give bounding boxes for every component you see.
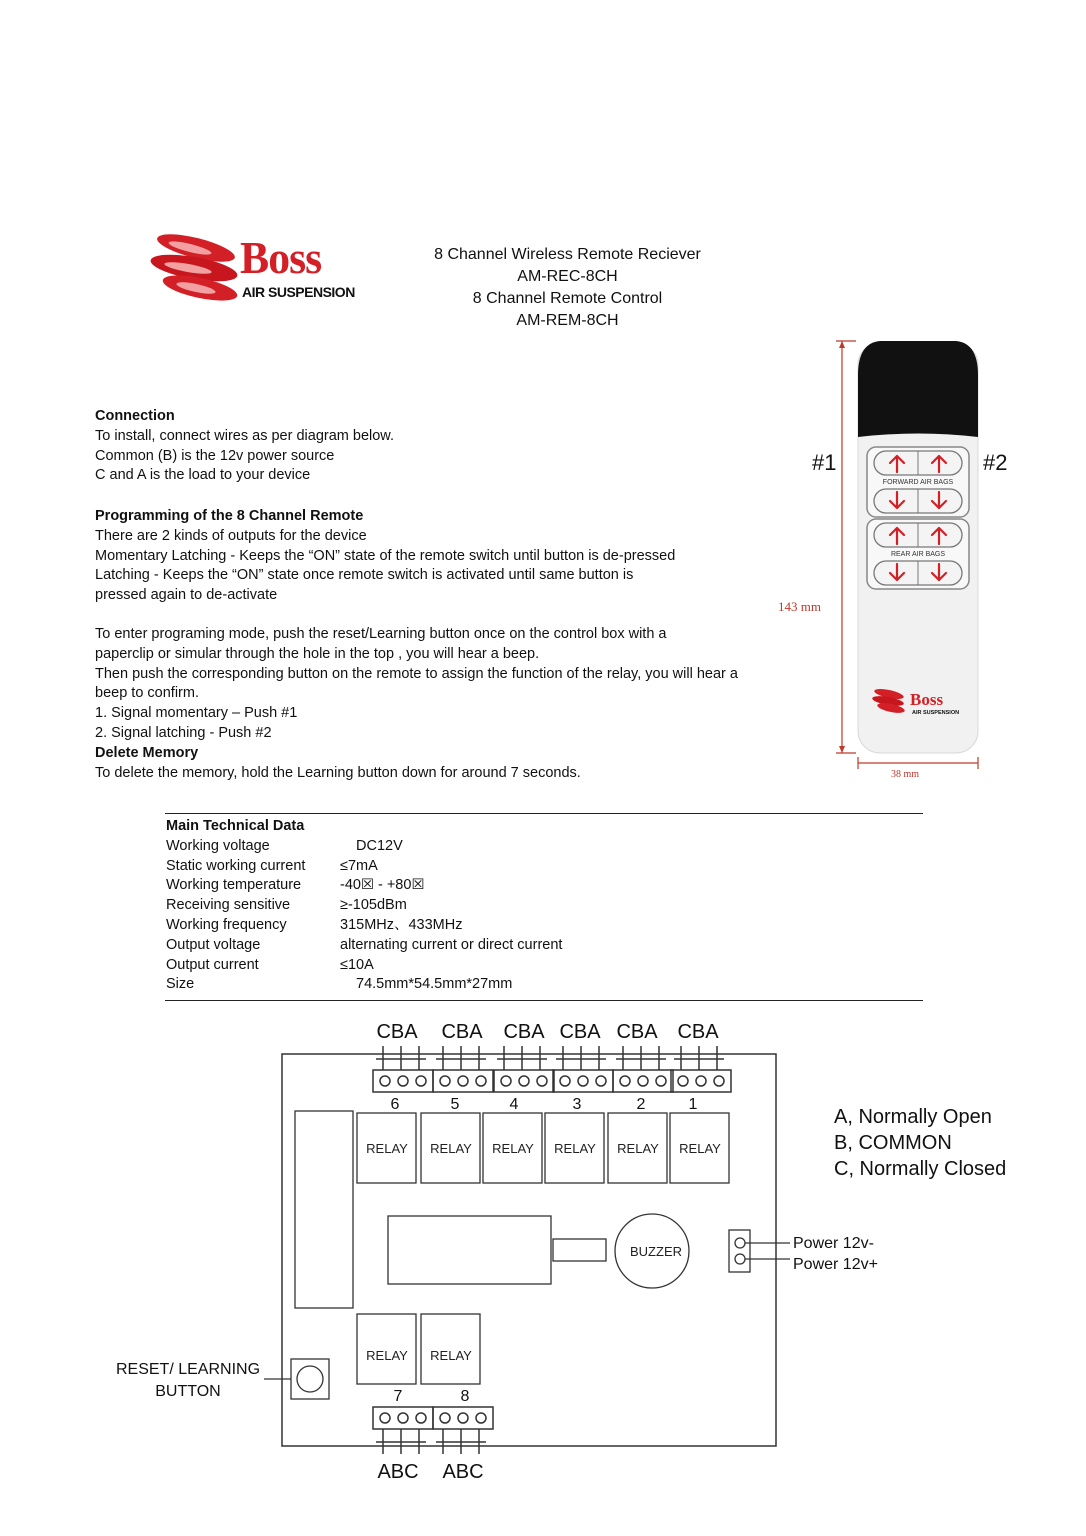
delete-memory-line: To delete the memory, hold the Learning button down for around 7 seconds.: [95, 764, 581, 781]
terminal-block: [373, 1407, 433, 1454]
header-line: 8 Channel Remote Control: [472, 290, 663, 307]
tech-label: Output current: [166, 956, 259, 973]
channel-number: 2: [636, 1096, 646, 1113]
forward-air-bags-label: FORWARD AIR BAGS: [882, 479, 954, 486]
programming-line: There are 2 kinds of outputs for the device: [95, 527, 367, 544]
legend-line: A, Normally Open: [834, 1106, 992, 1128]
relay-label: RELAY: [617, 1141, 659, 1156]
delete-memory-title: Delete Memory: [95, 744, 199, 761]
channel-number: 4: [509, 1096, 519, 1113]
terminal-block: [433, 1407, 493, 1454]
logo-subtitle: AIR SUSPENSION: [242, 284, 355, 300]
tech-value: ≤10A: [340, 956, 374, 973]
tech-label: Size: [166, 976, 195, 993]
programming-line: Latching - Keeps the “ON” state once remote switch is activated until same button is: [95, 567, 634, 584]
tech-value: ≥-105dBm: [340, 897, 407, 914]
terminal-label: CBA: [503, 1021, 545, 1043]
reset-label: RESET/ LEARNING: [115, 1361, 261, 1378]
remote-logo-subtitle: AIR SUSPENSION: [912, 710, 960, 716]
relay-label: RELAY: [366, 1348, 408, 1363]
button-1-label: #1: [812, 450, 837, 475]
relay-label: RELAY: [430, 1141, 472, 1156]
program-mode-line: 2. Signal latching - Push #2: [95, 724, 272, 741]
tech-value: 74.5mm*54.5mm*27mm: [356, 976, 513, 993]
legend-line: C, Normally Closed: [834, 1158, 1007, 1180]
reset-label: BUTTON: [155, 1383, 221, 1400]
tech-value: alternating current or direct current: [340, 936, 563, 953]
program-mode-line: Then push the corresponding button on the remote to assign the function of the relay, you will hear a: [95, 665, 738, 682]
terminal-label: CBA: [376, 1021, 418, 1043]
legend-line: B, COMMON: [834, 1132, 952, 1154]
channel-number: 6: [390, 1096, 400, 1113]
tech-value: -40☒ - +80☒: [340, 877, 425, 894]
tech-data-title: Main Technical Data: [166, 818, 305, 834]
program-mode-line: beep to confirm.: [95, 685, 199, 702]
tech-label: Working frequency: [166, 916, 287, 933]
tech-label: Static working current: [166, 857, 306, 874]
tech-label: Output voltage: [166, 936, 261, 953]
header-line: AM-REM-8CH: [516, 312, 619, 329]
connection-title: Connection: [95, 408, 175, 424]
programming-title: Programming of the 8 Channel Remote: [95, 508, 364, 524]
terminal-label: CBA: [559, 1021, 601, 1043]
relay-label: RELAY: [554, 1141, 596, 1156]
terminal-block: [373, 1046, 433, 1092]
relay-label: RELAY: [366, 1141, 408, 1156]
height-dimension-label: 143 mm: [778, 599, 821, 614]
buzzer-label: BUZZER: [630, 1244, 682, 1259]
tech-label: Working voltage: [166, 837, 270, 854]
tech-value: ≤7mA: [340, 857, 378, 874]
channel-number: 5: [450, 1096, 460, 1113]
channel-number: 3: [572, 1096, 582, 1113]
terminal-block: [433, 1046, 493, 1092]
connection-line: Common (B) is the 12v power source: [95, 447, 335, 464]
power-positive-label: Power 12v+: [793, 1256, 878, 1273]
width-dimension-label: 38 mm: [891, 769, 920, 780]
logo-brand: Boss: [240, 232, 322, 283]
terminal-block: [494, 1046, 554, 1092]
tech-label: Working temperature: [166, 877, 302, 894]
programming-line: pressed again to de-activate: [95, 587, 278, 604]
connection-line: C and A is the load to your device: [95, 467, 311, 484]
channel-number: 8: [460, 1388, 470, 1405]
terminal-label: CBA: [441, 1021, 483, 1043]
remote-logo-brand: Boss: [910, 690, 944, 709]
terminal-block: [671, 1046, 731, 1092]
terminal-block: [553, 1046, 613, 1092]
connection-line: To install, connect wires as per diagram below.: [95, 427, 395, 444]
tech-label: Receiving sensitive: [166, 897, 291, 914]
terminal-label: CBA: [677, 1021, 719, 1043]
relay-label: RELAY: [430, 1348, 472, 1363]
program-mode-line: 1. Signal momentary – Push #1: [95, 705, 298, 722]
channel-number: 7: [393, 1388, 403, 1405]
rear-air-bags-label: REAR AIR BAGS: [890, 551, 946, 558]
antenna-connector: [553, 1239, 606, 1261]
button-2-label: #2: [983, 450, 1008, 475]
tech-value: 315MHz、433MHz: [340, 916, 463, 933]
programming-line: Momentary Latching - Keeps the “ON” state of the remote switch until button is de-pressed: [95, 547, 676, 564]
terminal-label: ABC: [442, 1461, 484, 1483]
terminal-label: CBA: [616, 1021, 658, 1043]
terminal-label: ABC: [377, 1461, 419, 1483]
tall-component: [295, 1111, 353, 1308]
program-mode-line: To enter programing mode, push the reset/Learning button once on the control box with a: [95, 626, 667, 642]
receiver-module: [388, 1216, 551, 1284]
header-line: 8 Channel Wireless Remote Reciever: [434, 246, 701, 263]
relay-label: RELAY: [679, 1141, 721, 1156]
power-connector: [729, 1230, 790, 1272]
terminal-block: [613, 1046, 673, 1092]
relay-label: RELAY: [492, 1141, 534, 1156]
header-line: AM-REC-8CH: [517, 268, 618, 285]
program-mode-line: paperclip or simular through the hole in the top , you will hear a beep.: [95, 645, 540, 662]
tech-value: DC12V: [356, 837, 403, 854]
channel-number: 1: [688, 1096, 698, 1113]
power-negative-label: Power 12v-: [793, 1235, 874, 1252]
